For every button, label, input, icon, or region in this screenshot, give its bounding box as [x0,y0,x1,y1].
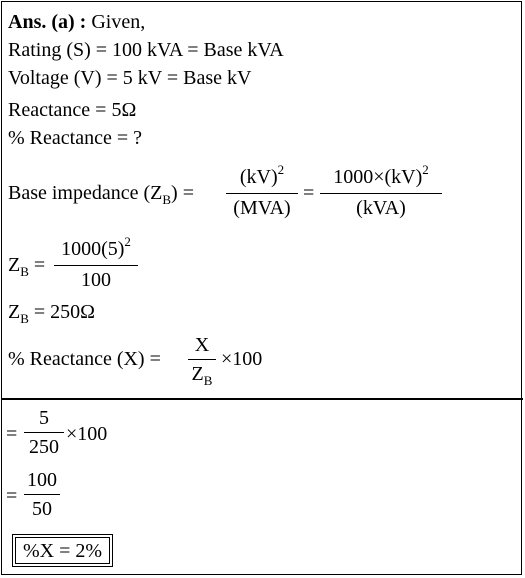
base-impedance-fraction-2: 1000×(kV)$^2$ (kVA) [320,164,442,221]
section-divider [2,398,523,400]
final-answer-box [12,534,113,567]
zb-step-fraction: $1000(5)^2$ 100 [54,236,138,293]
base-impedance-label: Base impedance $(Z_B)$ = [8,182,194,207]
answer-label: Ans. (a) : [8,11,87,33]
pct-reactance-fraction: X $Z_B$ [188,332,216,389]
final-answer: %X = 2% [15,537,110,564]
equals-sign: = [303,182,315,204]
calc1-equals: = [6,423,18,445]
reactance-line: Reactance = 5Ω [8,99,137,121]
calc2-equals: = [6,485,18,507]
calc1-multiplier: ×100 [66,423,108,445]
calc2-fraction: 100 50 [24,467,60,522]
voltage-line: Voltage (V) = 5 kV = Base kV [8,67,252,89]
answer-heading [8,10,145,34]
rating-line: Rating (S) = 100 kVA = Base kVA [8,39,284,61]
pct-reactance-multiplier: ×100 [221,348,263,370]
solution-card [1,1,522,575]
base-impedance-fraction-1: (kV)$^2$ (MVA) [226,164,298,221]
zb-result: $Z_B = 250\Omega$ [8,301,96,326]
calc1-fraction: 5 250 [24,405,64,460]
pct-reactance-label: % Reactance (X) = [8,348,161,370]
pct-reactance-question: % Reactance = ? [8,127,142,149]
given-label: Given, [86,11,146,33]
zb-step-lhs: $Z_B$ = [8,254,46,279]
